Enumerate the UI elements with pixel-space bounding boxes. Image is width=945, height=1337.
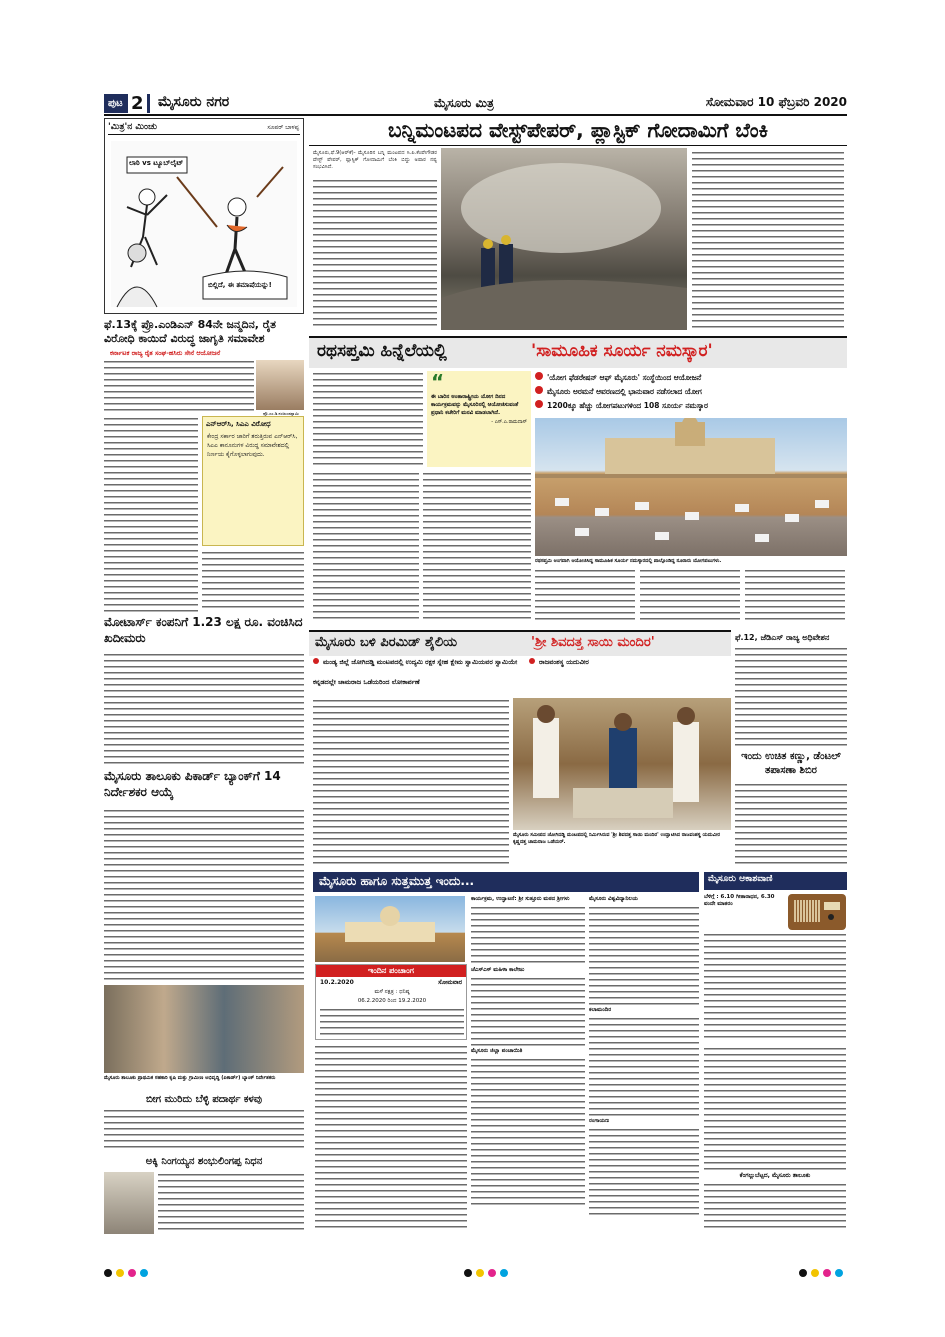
- farmers-body: [104, 359, 254, 413]
- fire-photo: [441, 148, 687, 330]
- events-col-3: [589, 896, 699, 1230]
- yoga-headline-bar: [309, 336, 847, 368]
- event-item: ಕಾರ್ಯಕ್ರಮ, ಉದ್ಘಾಟನೆ: ಶ್ರೀ ಸುತ್ತೂರು ಮಠದ ಶ್ರೀಗಳು: [471, 896, 570, 902]
- bank-body: [104, 808, 304, 980]
- temple-bullet: ಮಂಡ್ಯ ಜಿಲ್ಲೆ ಜೋಗಿದಡ್ಡಿ ಮಂಟಪದಲ್ಲಿ ಉದ್ಯಮಿ ರಕ್ಷಕ ಸ್ನೇಹ ಕ್ಷೇಮ ಸ್ವಾಮಿಯವರ ಸ್ವಾಮಿಯೇ: [313, 658, 523, 667]
- nrc-box-body: ಕೇಂದ್ರ ಸರ್ಕಾರ ಜಾರಿಗೆ ತರುತ್ತಿರುವ ಎನ್‌ಆರ್‌ಸಿ, ಸಿಎಎ ಕಾನೂನುಗಳ ವಿರುದ್ಧ ಸಮಾವೇಶದಲ್ಲಿ ನಿರ್ಣಯ ಕೈಗೊಳ್ಳಲಾಗುವುದು.: [207, 433, 298, 458]
- temple-photo: [513, 698, 731, 830]
- motor-body: [104, 652, 304, 764]
- top-story-body-2: [692, 150, 844, 330]
- yoga-body-6: [745, 568, 845, 624]
- yoga-quote: ಈ ಬಾರಿನ ಅಂತಾರಾಷ್ಟ್ರೀಯ ಯೋಗ ದಿನದ ಕಾರ್ಯಕ್ರಮವನ್ನು ಮೈಸೂರಿನಲ್ಲಿ ಆಯೋಜಿಸುವಂತೆ ಪ್ರಧಾನಿ ಕಚೇರಿಗೆ ಮನವಿ ಮಾಡಲಾಗಿದೆ.: [431, 394, 519, 416]
- panchanga-range: 06.2.2020 ರಿಂದ 19.2.2020: [357, 998, 427, 1004]
- obituary-photo: [104, 1172, 154, 1234]
- yoga-body-1: [313, 371, 423, 467]
- motor-headline: ಮೋಟಾರ್ಸ್ ಕಂಪನಿಗೆ 1.23 ಲಕ್ಷ ರೂ. ವಂಚಿಸಿದ ಖದೀಮರು: [104, 615, 303, 645]
- radio-icon: [788, 894, 846, 930]
- panchanga-date: 10.2.2020: [320, 979, 354, 986]
- top-story-body-1: [313, 178, 437, 330]
- page-label-box: [104, 94, 150, 113]
- dental-body: [735, 782, 847, 866]
- events-col-1: [315, 1044, 467, 1230]
- event-item: ಮೈಸೂರು ಜಿಲ್ಲಾ ಪಂಚಾಯಿತಿ: [471, 1048, 523, 1054]
- nrc-box: [202, 416, 304, 546]
- temple-photo-caption: ಮೈಸೂರು ಸಮೀಪದ ಜೋಗಿದಡ್ಡಿ ಮಂಟಪದಲ್ಲಿ ನಿರ್ಮಿಸಿರುವ 'ಶ್ರೀ ಶಿವದತ್ತ ಸಾಯಿ ಮಂದಿರ' ಉದ್ಘಾಟಿಸಿದ ರಾಜವಂಶಸ್ಥ ಯದುವೀರ ಕೃಷ್ಣದತ್ತ ಚಾಮರಾಜ ಒಡೆಯರ್.: [513, 832, 721, 845]
- event-item: ರಂಗಾಯಣ: [589, 1118, 610, 1124]
- footer-marks: [104, 1262, 847, 1272]
- farmers-photo-caption: ಪ್ರೊ.ಎಂ.ಡಿ.ನಂಜುಂಡಸ್ವಾಮಿ: [263, 411, 299, 416]
- top-story-lead: ಮೈಸೂರು,ಫೆ.9(ಆರ್‌ಕೆ)- ಮೈಸೂರಿನ ಬನ್ನಿ ಮಂಟಪದ ಸಿ.ಪಿ.ಕೆಂಪೇಗೌಡರ ವೇಸ್ಟ್ ಪೇಪರ್, ಪ್ಲಾಸ್ಟಿಕ್ ಗೋದಾಮಿಗೆ ಬೆಂಕಿ ಬಿದ್ದು ಅಪಾರ ನಷ್ಟ ಸಂಭವಿಸಿದೆ.: [313, 150, 437, 170]
- issue-date: ಸೋಮವಾರ 10 ಫೆಬ್ರವರಿ 2020: [705, 95, 847, 109]
- nrc-box-title: ಎನ್‌ಆರ್‌ಸಿ, ಸಿಎಎ ವಿರೋಧ: [206, 420, 271, 428]
- yoga-bullet: 1200ಕ್ಕೂ ಹೆಚ್ಚು ಯೋಗಪಟುಗಳಿಂದ 108 ಸೂರ್ಯ ನಮಸ್ಕಾರ: [535, 399, 847, 413]
- events-title-bar: [313, 872, 699, 892]
- temple-headline-part2: 'ಶ್ರೀ ಶಿವದತ್ತ ಸಾಯಿ ಮಂದಿರ': [531, 635, 655, 650]
- cartoon-column-title: 'ಮಿತ್ರ'ನ ಮಿಂಚು: [108, 122, 158, 132]
- page-number: 2: [128, 93, 147, 114]
- masthead: [104, 92, 847, 116]
- radio-lead: ಬೆಳಿಗ್ಗೆ : 6.10 ಗೀತಾರಾಧನ, 6.30 ವಂದೇ ಮಾತರಂ: [704, 894, 775, 907]
- top-story-headline: ಬನ್ನಿಮಂಟಪದ ವೇಸ್ಟ್‌ಪೇಪರ್, ಪ್ಲಾಸ್ಟಿಕ್ ಗೋದಾಮಿಗೆ ಬೆಂಕಿ: [309, 115, 847, 146]
- farmers-body-2: [104, 416, 198, 612]
- palace-photo: [315, 896, 465, 962]
- temple-headline-part1: ಮೈಸೂರು ಬಳಿ ಪಿರಮಿಡ್ ಶೈಲಿಯ: [315, 635, 458, 650]
- farmers-subhead: ಕರ್ನಾಟಕ ರಾಜ್ಯ ರೈತ ಸಂಘ-ಹಸಿರು ಸೇನೆ ಆಯೋಜನೆ: [110, 349, 221, 357]
- bank-photo-caption: ಮೈಸೂರು ತಾಲೂಕು ಪ್ರಾಥಮಿಕ ಸಹಕಾರಿ ಕೃಷಿ ಮತ್ತು ಗ್ರಾಮೀಣ ಅಭಿವೃದ್ಧಿ (ಪಿಕಾರ್ಡ್) ಬ್ಯಾಂಕ್ ನಿರ್ದೇಶಕರು: [104, 1075, 276, 1081]
- events-col-2: [471, 896, 585, 1230]
- farmers-body-3: [202, 550, 304, 612]
- agri-heading: ಕೆಂಗಲ್ಲುಬೆಟ್ಟದ, ಮೈಸೂರು ತಾಲೂಕು: [739, 1172, 811, 1179]
- yoga-body-4: [535, 568, 635, 624]
- side-body: [735, 646, 847, 746]
- yoga-quote-box: [427, 371, 531, 467]
- yoga-quote-by: - ಎಸ್.ಎ.ರಾಮದಾಸ್: [491, 419, 527, 425]
- event-item: ಕಲಾಮಂದಿರ: [589, 1007, 612, 1013]
- yoga-body-2: [313, 471, 419, 621]
- temple-bullet: ರಾಜವಂಶಸ್ಥ ಯದುವೀರ: [529, 658, 729, 667]
- yoga-photo: [535, 418, 847, 556]
- cartoon-sign: ಲಾಠಿ vs ಟ್ಯೂಬ್‌ಲೈಟ್: [129, 159, 184, 167]
- event-item: ಮೈಸೂರು ವಿಶ್ವವಿದ್ಯಾನಿಲಯ: [589, 896, 638, 902]
- agri-body-2: [704, 1182, 846, 1230]
- cartoon-artist: ಸೂಪರ್ ಬಾಳಪ್ಪ: [267, 124, 299, 131]
- bank-headline: ಮೈಸೂರು ತಾಲೂಕು ಪಿಕಾರ್ಡ್ ಬ್ಯಾಂಕ್‌ಗೆ 14 ನಿರ್ದೇಶಕರ ಆಯ್ಕೆ: [104, 769, 281, 799]
- dental-headline: ಇಂದು ಉಚಿತ ಕಣ್ಣು, ಡೆಂಟಲ್ ತಪಾಸಣಾ ಶಿಬಿರ: [741, 751, 841, 776]
- obituary-body: [158, 1172, 304, 1234]
- radio-body: [704, 932, 846, 1042]
- yoga-photo-caption: ರಥಸಪ್ತಮಿ ಅಂಗವಾಗಿ ಆಯೋಜಿಸಿದ್ದ ಸಾಮೂಹಿಕ ಸೂರ್ಯ ನಮಸ್ಕಾರದಲ್ಲಿ ಪಾಲ್ಗೊಂಡಿದ್ದ ನೂರಾರು ಯೋಗಪಟುಗಳು.: [535, 558, 722, 564]
- silver-headline: ಬೀಗ ಮುರಿದು ಬೆಳ್ಳಿ ಪದಾರ್ಥ ಕಳವು: [146, 1094, 262, 1105]
- panchanga-nakshatra: ಮಳೆ ನಕ್ಷತ್ರ : ಧನಿಷ್ಠ: [374, 989, 410, 995]
- bank-photo: [104, 985, 304, 1073]
- events-title: ಮೈಸೂರು ಹಾಗೂ ಸುತ್ತಮುತ್ತ ಇಂದು...: [319, 874, 475, 888]
- temple-body-1: [313, 698, 509, 864]
- yoga-headline-part2: 'ಸಾಮೂಹಿಕ ಸೂರ್ಯ ನಮಸ್ಕಾರ': [531, 341, 713, 361]
- side-headline: ಫೆ.12, ಜೆಡಿಎಸ್ ರಾಜ್ಯ ಅಧಿವೇಶನ: [735, 633, 830, 642]
- agri-body: [704, 1046, 846, 1170]
- temple-bullet: ಕನ್ನಡದಲ್ಲೇ ಚಾಮರಾಜ ಒಡೆಯರಿಂದ ಲೋಕಾರ್ಪಣೆ: [313, 678, 420, 686]
- obituary-headline: ಅಕ್ಕಿ ನಿಂಗಯ್ಯನ ಶಂಭುಲಿಂಗಪ್ಪ ನಿಧನ: [145, 1156, 263, 1167]
- panchanga-title: ಇಂದಿನ ಪಂಚಾಂಗ: [316, 965, 466, 977]
- section-title: ಮೈಸೂರು ನಗರ: [158, 94, 230, 110]
- radio-title: ಮೈಸೂರು ಆಕಾಶವಾಣಿ: [708, 874, 773, 884]
- farmers-photo: [256, 360, 304, 410]
- yoga-body-5: [640, 568, 740, 624]
- yoga-headline-part1: ರಥಸಪ್ತಮಿ ಹಿನ್ನೆಲೆಯಲ್ಲಿ: [317, 341, 447, 361]
- panchanga-box: [315, 964, 467, 1040]
- yoga-bullet: ಮೈಸೂರು ಅರಮನೆ ಆವರಣದಲ್ಲಿ ಭಾನುವಾರ ನಡೆಸಲಾದ ಯೋಗ: [535, 385, 847, 399]
- event-item: ಜೆಎಸ್‌ಎಸ್ ಮಹಿಳಾ ಕಾಲೇಜು: [471, 967, 525, 973]
- paper-name: ಮೈಸೂರು ಮಿತ್ರ: [434, 96, 494, 110]
- farmers-headline: ಫೆ.13ಕ್ಕೆ ಪ್ರೊ.ಎಂಡಿಎನ್ 84ನೇ ಜನ್ಮದಿನ, ರೈತ ವಿರೋಧಿ ಕಾಯಿದೆ ವಿರುದ್ಧ ಜಾಗೃತಿ ಸಮಾವೇಶ: [104, 318, 276, 345]
- yoga-body-3: [423, 471, 531, 621]
- temple-headline-bar: [309, 630, 731, 656]
- cartoon-speech: ಬಿಲ್ಲಿದೆ, ಈ ತಮಾಷೆಯನ್ನು!: [208, 281, 272, 289]
- panchanga-weekday: ಸೋಮವಾರ: [438, 979, 462, 986]
- radio-title-bar: [704, 872, 847, 890]
- cartoon-panel: [104, 118, 304, 314]
- page-label: ಪುಟ: [108, 98, 123, 109]
- yoga-bullet: 'ಯೋಗ ಫೆಡರೇಷನ್ ಆಫ್ ಮೈಸೂರು' ಸಂಸ್ಥೆಯಿಂದ ಆಯೋಜನೆ: [535, 371, 847, 385]
- silver-body: [104, 1108, 304, 1152]
- yoga-bullets: [535, 371, 847, 415]
- quote-mark-icon: “: [431, 370, 445, 394]
- temple-bullets: [313, 658, 729, 694]
